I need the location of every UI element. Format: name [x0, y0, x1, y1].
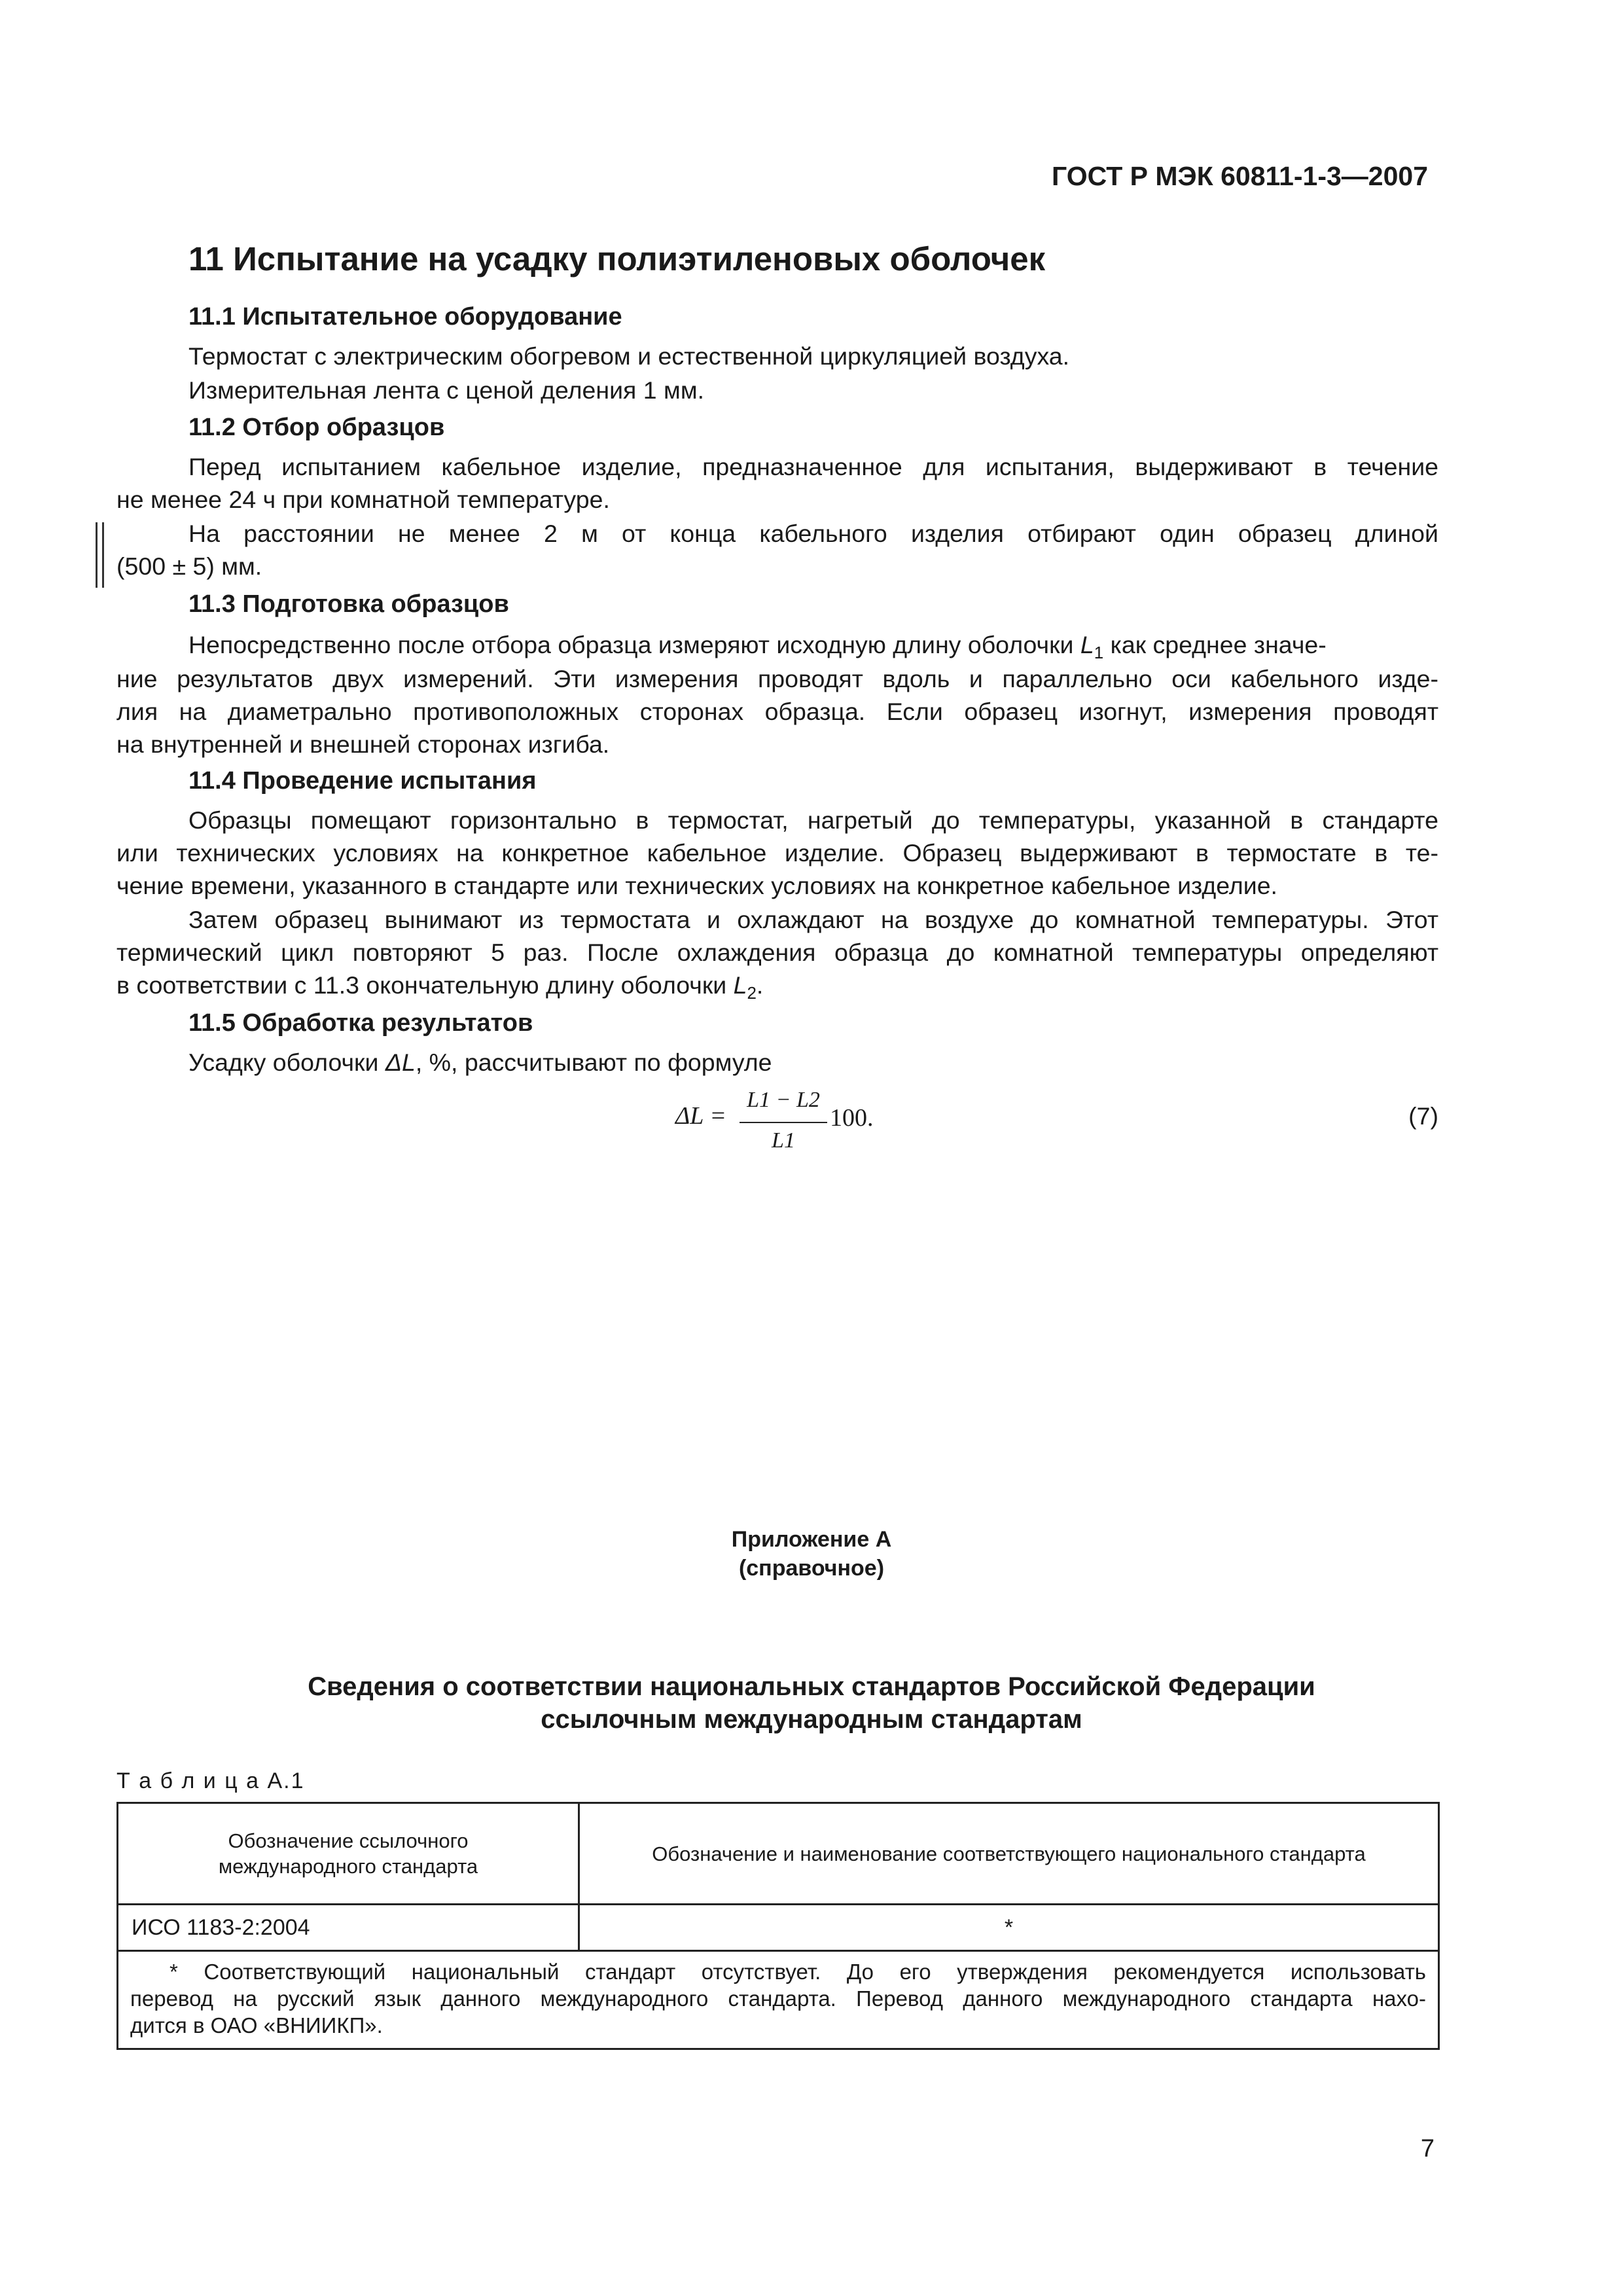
subsection-11-1-title: 11.1 Испытательное оборудование — [188, 303, 622, 331]
formula-number: (7) — [1408, 1102, 1438, 1130]
paragraph-11-2-line-4: (500 ± 5) мм. — [116, 552, 262, 580]
page-number: 7 — [1420, 2135, 1435, 2162]
table-header-cell-1 — [118, 1803, 579, 1905]
paragraph-11-1-line-1: Термостат с электрическим обогревом и естественной циркуляцией воздуха. — [188, 342, 1070, 370]
annex-heading — [0, 1670, 1623, 1736]
paragraph-11-2-line-3: На расстоянии не менее 2 м от конца кабельного изделия отбирают один образец длиной — [188, 520, 1438, 547]
subsection-11-3-title: 11.3 Подготовка образцов — [188, 590, 509, 618]
text-segment: Усадку оболочки — [188, 1049, 379, 1076]
subsection-11-4-title: 11.4 Проведение испытания — [188, 767, 537, 795]
text-segment: как среднее значе- — [1110, 631, 1327, 658]
footnote-line: * Соответствующий национальный стандарт отсутствует. До его утверждения рекомендуется использовать — [169, 1960, 1426, 1984]
table-row — [118, 1905, 1439, 1951]
annex-label: Приложение А — [731, 1527, 892, 1552]
table-cell-standard: ИСО 1183-2:2004 — [118, 1905, 579, 1951]
text-segment: . — [756, 971, 764, 999]
formula-factor: 100. — [830, 1104, 874, 1132]
subsection-11-5-title: 11.5 Обработка результатов — [188, 1009, 533, 1037]
paragraph-11-3-line-4: на внутренней и внешней сторонах изгиба. — [116, 730, 610, 758]
formula-denominator: L1 — [772, 1128, 795, 1153]
paragraph-11-4-line-4: Затем образец вынимают из термостата и охлаждают на воздухе до комнатной температуры. Этот — [188, 906, 1438, 933]
table-footnote — [118, 1951, 1439, 2049]
footnote-line: перевод на русский язык данного международного стандарта. Перевод данного международного стандарта нахо- — [130, 1986, 1426, 2011]
subscript: 2 — [747, 983, 757, 1003]
header-line: международного стандарта — [218, 1855, 478, 1878]
annex-heading-line-2: ссылочным международным стандартам — [541, 1705, 1082, 1734]
paragraph-11-5-line-1 — [188, 1046, 772, 1079]
reference-standards-table — [116, 1802, 1440, 2050]
paragraph-11-3-line-3: лия на диаметрально противоположных сторонах образца. Если образец изогнут, измерения проводят — [116, 698, 1438, 725]
symbol-delta-l: ΔL — [385, 1049, 416, 1076]
paragraph-11-3-line-2: ние результатов двух измерений. Эти измерения проводят вдоль и параллельно оси кабельного изде- — [116, 665, 1438, 692]
paragraph-11-2-line-1: Перед испытанием кабельное изделие, предназначенное для испытания, выдерживают в течение — [188, 453, 1438, 480]
formula-lhs: ΔL = — [675, 1102, 726, 1130]
annex-heading-line-1: Сведения о соответствии национальных стандартов Российской Федерации — [308, 1672, 1315, 1701]
text-segment: в соответствии с 11.3 окончательную длину оболочки — [116, 971, 727, 999]
change-bar-right — [102, 522, 104, 588]
symbol-l: L — [733, 971, 747, 999]
symbol-l: L — [1080, 631, 1094, 658]
formula-numerator: L1 − L2 — [747, 1088, 820, 1112]
paragraph-11-2-line-2: не менее 24 ч при комнатной температуре. — [116, 486, 610, 513]
table-cell-national: * — [579, 1905, 1439, 1951]
table-header-row — [118, 1803, 1439, 1905]
paragraph-11-4-line-1: Образцы помещают горизонтально в термостат, нагретый до температуры, указанной в стандарте — [188, 806, 1438, 834]
footnote-line: дится в ОАО «ВНИИКП». — [130, 2013, 383, 2037]
annex-title — [0, 1525, 1623, 1583]
paragraph-11-4-line-6 — [116, 969, 763, 1009]
text-segment: , %, рассчитывают по формуле — [415, 1049, 772, 1076]
table-header-cell-2: Обозначение и наименование соответствующего национального стандарта — [579, 1803, 1439, 1905]
table-caption: Т а б л и ц а А.1 — [116, 1768, 305, 1793]
paragraph-11-4-line-2: или технических условиях на конкретное кабельное изделие. Образец выдерживают в термостате в те- — [116, 839, 1438, 867]
subscript: 1 — [1094, 643, 1104, 662]
section-title: 11 Испытание на усадку полиэтиленовых оболочек — [188, 240, 1046, 278]
header-line: Обозначение ссылочного — [228, 1829, 469, 1852]
paragraph-11-4-line-5: термический цикл повторяют 5 раз. После охлаждения образца до комнатной температуры определяют — [116, 939, 1438, 966]
table-footnote-row — [118, 1951, 1439, 2049]
subsection-11-2-title: 11.2 Отбор образцов — [188, 414, 445, 441]
paragraph-11-1-line-2: Измерительная лента с ценой деления 1 мм. — [188, 376, 705, 404]
text-segment: Непосредственно после отбора образца измеряют исходную длину оболочки — [188, 631, 1074, 658]
fraction-line — [740, 1122, 827, 1123]
change-bar-left — [96, 522, 98, 588]
annex-status: (справочное) — [738, 1556, 885, 1581]
document-code: ГОСТ Р МЭК 60811-1-3—2007 — [1052, 161, 1428, 191]
paragraph-11-4-line-3: чение времени, указанного в стандарте или технических условиях на конкретное кабельное изделие. — [116, 872, 1277, 899]
